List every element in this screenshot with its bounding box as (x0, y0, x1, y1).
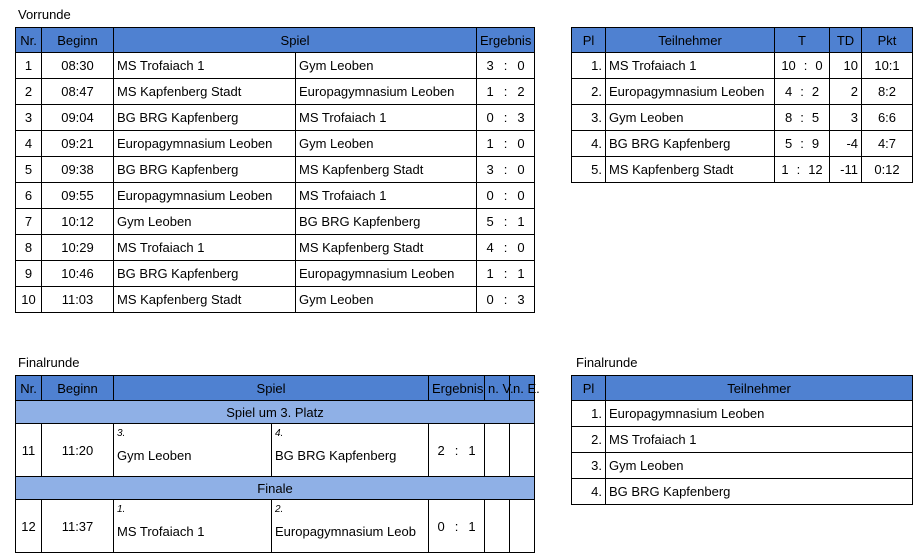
game-number: 3 (16, 105, 42, 131)
game-result (477, 131, 535, 157)
table-row (572, 105, 913, 131)
points: 8:2 (862, 79, 913, 105)
table-row (572, 453, 913, 479)
score-separator: : (503, 188, 508, 203)
col-spiel: Spiel (114, 376, 429, 401)
home-score: 1 (486, 84, 494, 99)
overtime-cell (485, 500, 510, 553)
home-score: 1 (486, 136, 494, 151)
table-row (16, 235, 535, 261)
final-ranking-title: Finalrunde (576, 355, 638, 370)
table-row (16, 157, 535, 183)
col-td: TD (830, 28, 862, 53)
home-score: 0 (486, 188, 494, 203)
away-team: Gym Leoben (296, 131, 477, 157)
score-separator: : (503, 162, 508, 177)
table-row (572, 427, 913, 453)
away-team: Europagymnasium Leoben (296, 261, 477, 287)
col-t: T (775, 28, 830, 53)
goal-difference: 10 (830, 53, 862, 79)
game-number: 2 (16, 79, 42, 105)
game-result (477, 209, 535, 235)
away-score: 2 (517, 84, 525, 99)
home-team: MS Trofaiach 1 (117, 524, 205, 539)
goals (775, 53, 830, 79)
col-ergebnis: Ergebnis (429, 376, 485, 401)
goals-for: 1 (781, 162, 789, 177)
home-team-cell (114, 424, 272, 477)
home-team: Gym Leoben (114, 209, 296, 235)
away-team: MS Trofaiach 1 (296, 105, 477, 131)
home-score: 0 (437, 518, 445, 534)
team-name: Gym Leoben (606, 453, 913, 479)
home-score: 5 (486, 214, 494, 229)
score-separator: : (503, 214, 508, 229)
away-score: 1 (468, 518, 476, 534)
team-name: Europagymnasium Leoben (606, 401, 913, 427)
goals-for: 4 (784, 84, 793, 99)
overtime-cell (485, 424, 510, 477)
table-row (16, 287, 535, 313)
home-seed: 3. (117, 428, 126, 439)
table-row (16, 79, 535, 105)
home-team-cell (114, 500, 272, 553)
table-row (572, 79, 913, 105)
game-time: 09:38 (42, 157, 114, 183)
home-team: MS Kapfenberg Stadt (114, 79, 296, 105)
away-score: 0 (517, 136, 525, 151)
away-team: Europagymnasium Leob (275, 524, 416, 539)
goal-difference: 3 (830, 105, 862, 131)
col-pl: Pl (572, 28, 606, 53)
col-nr: Nr. (16, 376, 42, 401)
score-separator: : (454, 518, 459, 534)
place: 1. (572, 401, 606, 427)
team-name: MS Kapfenberg Stadt (606, 157, 775, 183)
home-team: Europagymnasium Leoben (114, 131, 296, 157)
game-time: 09:55 (42, 183, 114, 209)
table-row (572, 479, 913, 505)
goals (775, 105, 830, 131)
home-team: Gym Leoben (117, 448, 192, 463)
place: 2. (572, 427, 606, 453)
home-score: 1 (486, 266, 494, 281)
penalty-cell (510, 424, 535, 477)
game-number: 8 (16, 235, 42, 261)
home-team: BG BRG Kapfenberg (114, 105, 296, 131)
score-separator: : (800, 84, 804, 99)
away-team: MS Trofaiach 1 (296, 183, 477, 209)
table-row (16, 500, 535, 553)
table-row (16, 209, 535, 235)
table-row (16, 105, 535, 131)
place: 1. (572, 53, 606, 79)
place: 4. (572, 131, 606, 157)
table-row (572, 53, 913, 79)
game-number: 7 (16, 209, 42, 235)
away-team: Europagymnasium Leoben (296, 79, 477, 105)
round-label: Spiel um 3. Platz (16, 401, 535, 424)
game-time: 11:37 (42, 500, 114, 553)
home-team: MS Kapfenberg Stadt (114, 287, 296, 313)
round-label: Finale (16, 477, 535, 500)
home-team: MS Trofaiach 1 (114, 53, 296, 79)
goals-for: 8 (784, 110, 793, 125)
game-time: 10:29 (42, 235, 114, 261)
goals-for: 10 (781, 58, 796, 73)
col-spiel: Spiel (114, 28, 477, 53)
game-time: 10:46 (42, 261, 114, 287)
table-row (572, 157, 913, 183)
away-score: 0 (517, 162, 525, 177)
standings-header-row (572, 28, 913, 53)
home-team: BG BRG Kapfenberg (114, 261, 296, 287)
away-seed: 2. (275, 504, 284, 515)
goals-against: 12 (808, 162, 823, 177)
game-result (477, 287, 535, 313)
game-result (477, 235, 535, 261)
game-number: 9 (16, 261, 42, 287)
away-team: Gym Leoben (296, 287, 477, 313)
vorrunde-table (15, 27, 535, 313)
goal-difference: -4 (830, 131, 862, 157)
away-score: 1 (517, 266, 525, 281)
score-separator: : (800, 110, 804, 125)
away-team: BG BRG Kapfenberg (296, 209, 477, 235)
game-number: 1 (16, 53, 42, 79)
score-separator: : (796, 162, 801, 177)
points: 10:1 (862, 53, 913, 79)
finalrunde-table (15, 375, 540, 553)
away-score: 3 (517, 292, 525, 307)
goals-for: 5 (784, 136, 793, 151)
team-name: Gym Leoben (606, 105, 775, 131)
game-result (429, 424, 485, 477)
away-team-cell (272, 500, 429, 553)
vorrunde-header-row (16, 28, 535, 53)
away-score: 1 (468, 442, 476, 458)
game-result (429, 500, 485, 553)
points: 0:12 (862, 157, 913, 183)
team-name: MS Trofaiach 1 (606, 53, 775, 79)
team-name: BG BRG Kapfenberg (606, 131, 775, 157)
score-separator: : (454, 442, 459, 458)
place: 4. (572, 479, 606, 505)
game-time: 09:21 (42, 131, 114, 157)
home-team: MS Trofaiach 1 (114, 235, 296, 261)
home-score: 3 (486, 162, 494, 177)
home-team: BG BRG Kapfenberg (114, 157, 296, 183)
table-row (572, 131, 913, 157)
home-score: 2 (437, 442, 445, 458)
finalrunde-header-row (16, 376, 535, 401)
home-score: 0 (486, 110, 494, 125)
score-separator: : (503, 110, 508, 125)
game-time: 08:30 (42, 53, 114, 79)
vorrunde-title: Vorrunde (18, 7, 71, 22)
game-time: 08:47 (42, 79, 114, 105)
team-name: BG BRG Kapfenberg (606, 479, 913, 505)
home-team: Europagymnasium Leoben (114, 183, 296, 209)
game-time: 11:20 (42, 424, 114, 477)
game-result (477, 105, 535, 131)
finalrunde-title: Finalrunde (18, 355, 80, 370)
penalty-cell (510, 500, 535, 553)
game-result (477, 53, 535, 79)
goals-against: 9 (811, 136, 820, 151)
score-separator: : (503, 84, 508, 99)
goals-against: 0 (815, 58, 823, 73)
game-time: 11:03 (42, 287, 114, 313)
col-beginn: Beginn (42, 376, 114, 401)
final-ranking-header-row (572, 376, 913, 401)
away-team: BG BRG Kapfenberg (275, 448, 397, 463)
place: 5. (572, 157, 606, 183)
goals (775, 79, 830, 105)
home-score: 4 (486, 240, 494, 255)
points: 4:7 (862, 131, 913, 157)
col-beginn: Beginn (42, 28, 114, 53)
game-time: 09:04 (42, 105, 114, 131)
away-score: 0 (517, 240, 525, 255)
score-separator: : (803, 58, 808, 73)
away-score: 1 (517, 214, 525, 229)
col-ergebnis: Ergebnis (477, 28, 535, 53)
away-team: MS Kapfenberg Stadt (296, 235, 477, 261)
away-team-cell (272, 424, 429, 477)
place: 3. (572, 105, 606, 131)
game-number: 6 (16, 183, 42, 209)
game-result (477, 183, 535, 209)
away-score: 3 (517, 110, 525, 125)
table-row (16, 424, 535, 477)
away-team: Gym Leoben (296, 53, 477, 79)
table-row (16, 261, 535, 287)
col-teilnehmer: Teilnehmer (606, 376, 913, 401)
game-result (477, 157, 535, 183)
team-name: MS Trofaiach 1 (606, 427, 913, 453)
away-seed: 4. (275, 428, 284, 439)
game-number: 5 (16, 157, 42, 183)
table-row (16, 183, 535, 209)
table-row (572, 401, 913, 427)
team-name: Europagymnasium Leoben (606, 79, 775, 105)
score-separator: : (503, 58, 508, 73)
game-time: 10:12 (42, 209, 114, 235)
score-separator: : (503, 266, 508, 281)
home-score: 3 (486, 58, 494, 73)
score-separator: : (800, 136, 804, 151)
score-separator: : (503, 136, 508, 151)
final-ranking-table (571, 375, 913, 505)
goal-difference: -11 (830, 157, 862, 183)
col-nr: Nr. (16, 28, 42, 53)
away-score: 0 (517, 188, 525, 203)
col-nv: n. V. (485, 376, 510, 401)
game-number: 4 (16, 131, 42, 157)
home-seed: 1. (117, 504, 126, 515)
score-separator: : (503, 292, 508, 307)
game-result (477, 79, 535, 105)
col-pl: Pl (572, 376, 606, 401)
home-score: 0 (486, 292, 494, 307)
away-score: 0 (517, 58, 525, 73)
table-row (16, 131, 535, 157)
goal-difference: 2 (830, 79, 862, 105)
game-number: 11 (16, 424, 42, 477)
standings-table (571, 27, 913, 183)
goals-against: 2 (811, 84, 820, 99)
points: 6:6 (862, 105, 913, 131)
col-ne: n. E. (510, 376, 535, 401)
game-result (477, 261, 535, 287)
place: 2. (572, 79, 606, 105)
col-teilnehmer: Teilnehmer (606, 28, 775, 53)
goals (775, 157, 830, 183)
goals (775, 131, 830, 157)
round-label-row (16, 477, 535, 500)
away-team: MS Kapfenberg Stadt (296, 157, 477, 183)
table-row (16, 53, 535, 79)
round-label-row (16, 401, 535, 424)
col-pkt: Pkt (862, 28, 913, 53)
place: 3. (572, 453, 606, 479)
goals-against: 5 (811, 110, 820, 125)
game-number: 12 (16, 500, 42, 553)
score-separator: : (503, 240, 508, 255)
game-number: 10 (16, 287, 42, 313)
